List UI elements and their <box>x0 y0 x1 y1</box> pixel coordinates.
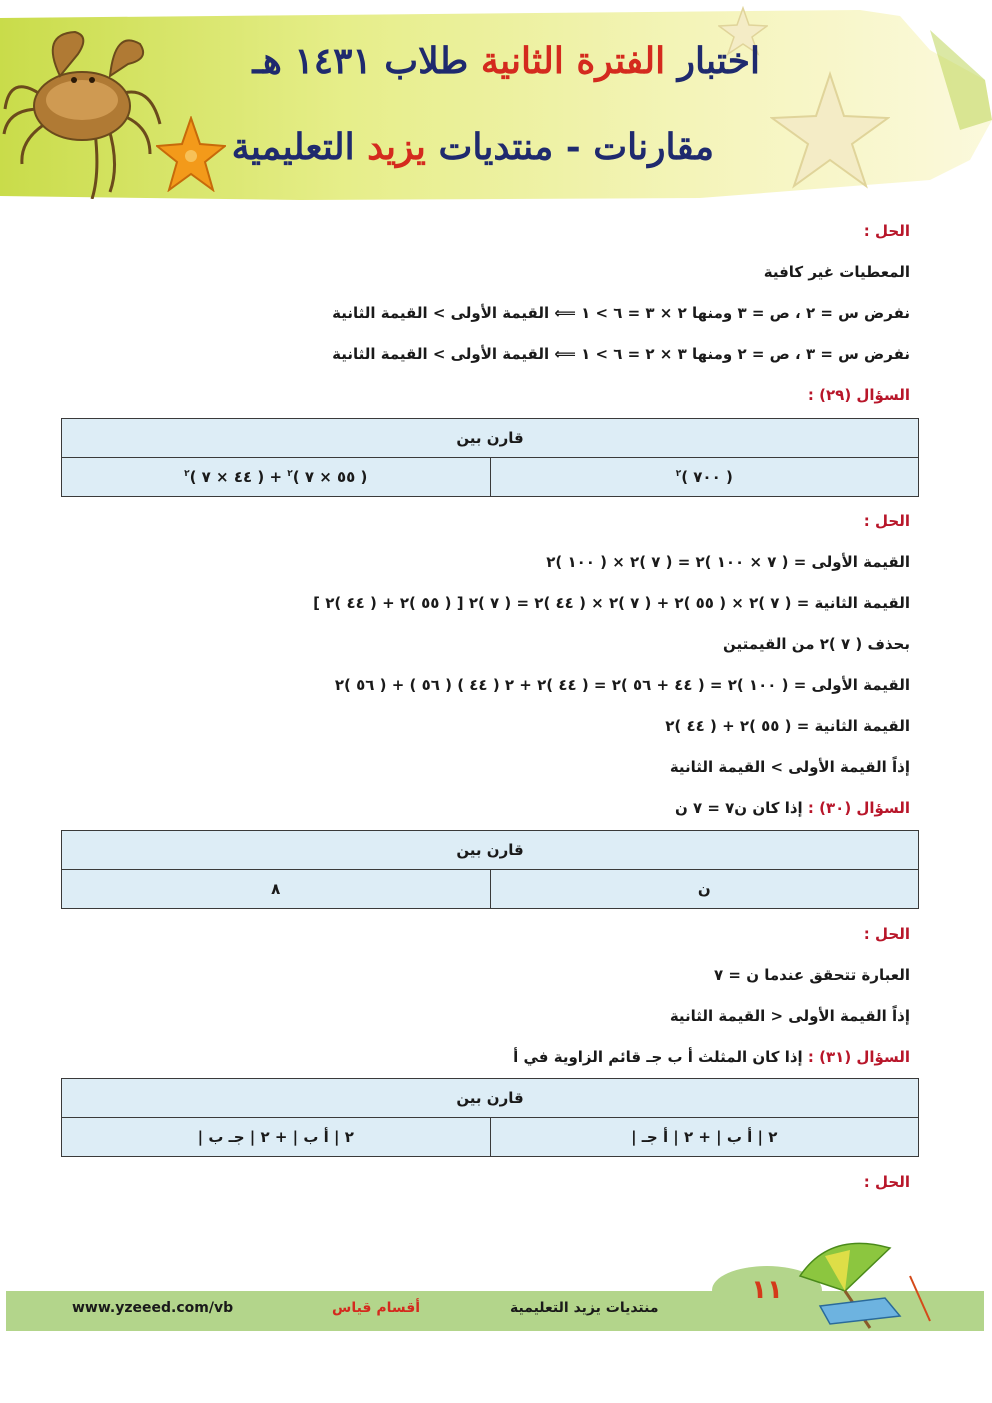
footer-forum: منتديات يزيد التعليمية <box>510 1300 659 1316</box>
header-title <box>252 40 760 82</box>
compare-value-1 <box>490 458 919 497</box>
compare-header: قارن بين <box>62 1079 919 1118</box>
solution-line: القيمة الثانية = ( ٥٥ )٢ + ( ٤٤ )٢ <box>665 717 910 735</box>
question-30-label: السؤال (٣٠) : <box>807 799 910 817</box>
footer-url[interactable]: www.yzeeed.com/vb <box>72 1300 234 1316</box>
question-31-label: السؤال (٣١) : <box>807 1048 910 1066</box>
solution-line: نفرض س = ٢ ، ص = ٣ ومنها ٢ × ٣ = ٦ > ١ ⟸ القيمة الأولى > القيمة الثانية <box>332 304 910 322</box>
title1-highlight: الفترة الثانية <box>480 40 666 82</box>
compare-value-2: ٨ <box>62 870 491 909</box>
question-30-prompt <box>675 799 910 817</box>
exponent: ٢ <box>287 469 293 479</box>
pale-starfish-icon <box>770 70 890 190</box>
value-2-term-b: ( ٤٤ × ٧ ) <box>189 468 265 486</box>
beach-umbrella-icon <box>790 1236 940 1331</box>
question-31-table <box>61 1078 919 1157</box>
compare-value-1: ن <box>490 870 919 909</box>
question-30-table <box>61 830 919 909</box>
title2-highlight: يزيد <box>367 126 426 168</box>
question-29-label: السؤال (٢٩) : <box>807 386 910 404</box>
header-subtitle <box>232 126 714 168</box>
value-1-base: ( ٧٠٠ ) <box>681 468 733 486</box>
solution-line: بحذف ( ٧ )٢ من القيمتين <box>723 635 910 653</box>
title1-part1: اختبار <box>665 40 760 82</box>
solution-line: إذاً القيمة الأولى < القيمة الثانية <box>669 1007 910 1025</box>
question-31-text: إذا كان المثلث أ ب جـ قائم الزاوية في أ <box>513 1048 803 1066</box>
compare-value-2: ٢ | أ ب | + ٢ | جـ ب | <box>62 1118 491 1157</box>
solution-line: إذاً القيمة الأولى > القيمة الثانية <box>669 758 910 776</box>
compare-header: قارن بين <box>62 419 919 458</box>
solution-line: القيمة الثانية = ( ٧ )٢ × ( ٥٥ )٢ + ( ٧ )٢ × ( ٤٤ )٢ = ( ٧ )٢ [ ( ٥٥ )٢ + ( ٤٤ )٢ ] <box>313 594 910 612</box>
solution-line: القيمة الأولى = ( ١٠٠ )٢ = ( ٤٤ + ٥٦ )٢ = ( ٤٤ )٢ + ٢ ( ٤٤ ) ( ٥٦ ) + ( ٥٦ )٢ <box>334 676 910 694</box>
exponent: ٢ <box>675 469 682 479</box>
title1-part2: طلاب ١٤٣١ هـ <box>252 40 481 82</box>
compare-value-1: ٢ | أ ب | + ٢ | أ جـ | <box>490 1118 919 1157</box>
exponent: ٢ <box>184 469 190 479</box>
title2-part2: التعليمية <box>231 126 368 168</box>
solution-line: العبارة تتحقق عندما ن = ٧ <box>714 966 910 984</box>
solution-line: نفرض س = ٣ ، ص = ٢ ومنها ٣ × ٢ = ٦ > ١ ⟸ القيمة الأولى > القيمة الثانية <box>332 345 910 363</box>
solution-label: الحل : <box>863 222 910 240</box>
question-29-table <box>61 418 919 497</box>
page-header <box>0 0 992 210</box>
question-30-text: إذا كان ن٧ = ٧ ن <box>674 799 803 817</box>
solution-label: الحل : <box>863 512 910 530</box>
compare-header: قارن بين <box>62 831 919 870</box>
solution-label: الحل : <box>863 925 910 943</box>
crab-icon <box>0 14 170 199</box>
footer-section: أقسام قياس <box>332 1300 421 1316</box>
question-31-prompt <box>513 1048 910 1066</box>
title2-part1: مقارنات - منتديات <box>425 126 714 168</box>
solution-line: المعطيات غير كافية <box>763 263 910 281</box>
plus-sign: + <box>264 468 288 486</box>
solution-line: القيمة الأولى = ( ٧ × ١٠٠ )٢ = ( ٧ )٢ × ( ١٠٠ )٢ <box>546 553 910 571</box>
starfish-icon <box>156 116 226 192</box>
page-number: ١١ <box>712 1266 822 1314</box>
solution-label: الحل : <box>863 1173 910 1191</box>
compare-value-2 <box>62 458 491 497</box>
value-2-term-a: ( ٥٥ × ٧ ) <box>292 468 368 486</box>
